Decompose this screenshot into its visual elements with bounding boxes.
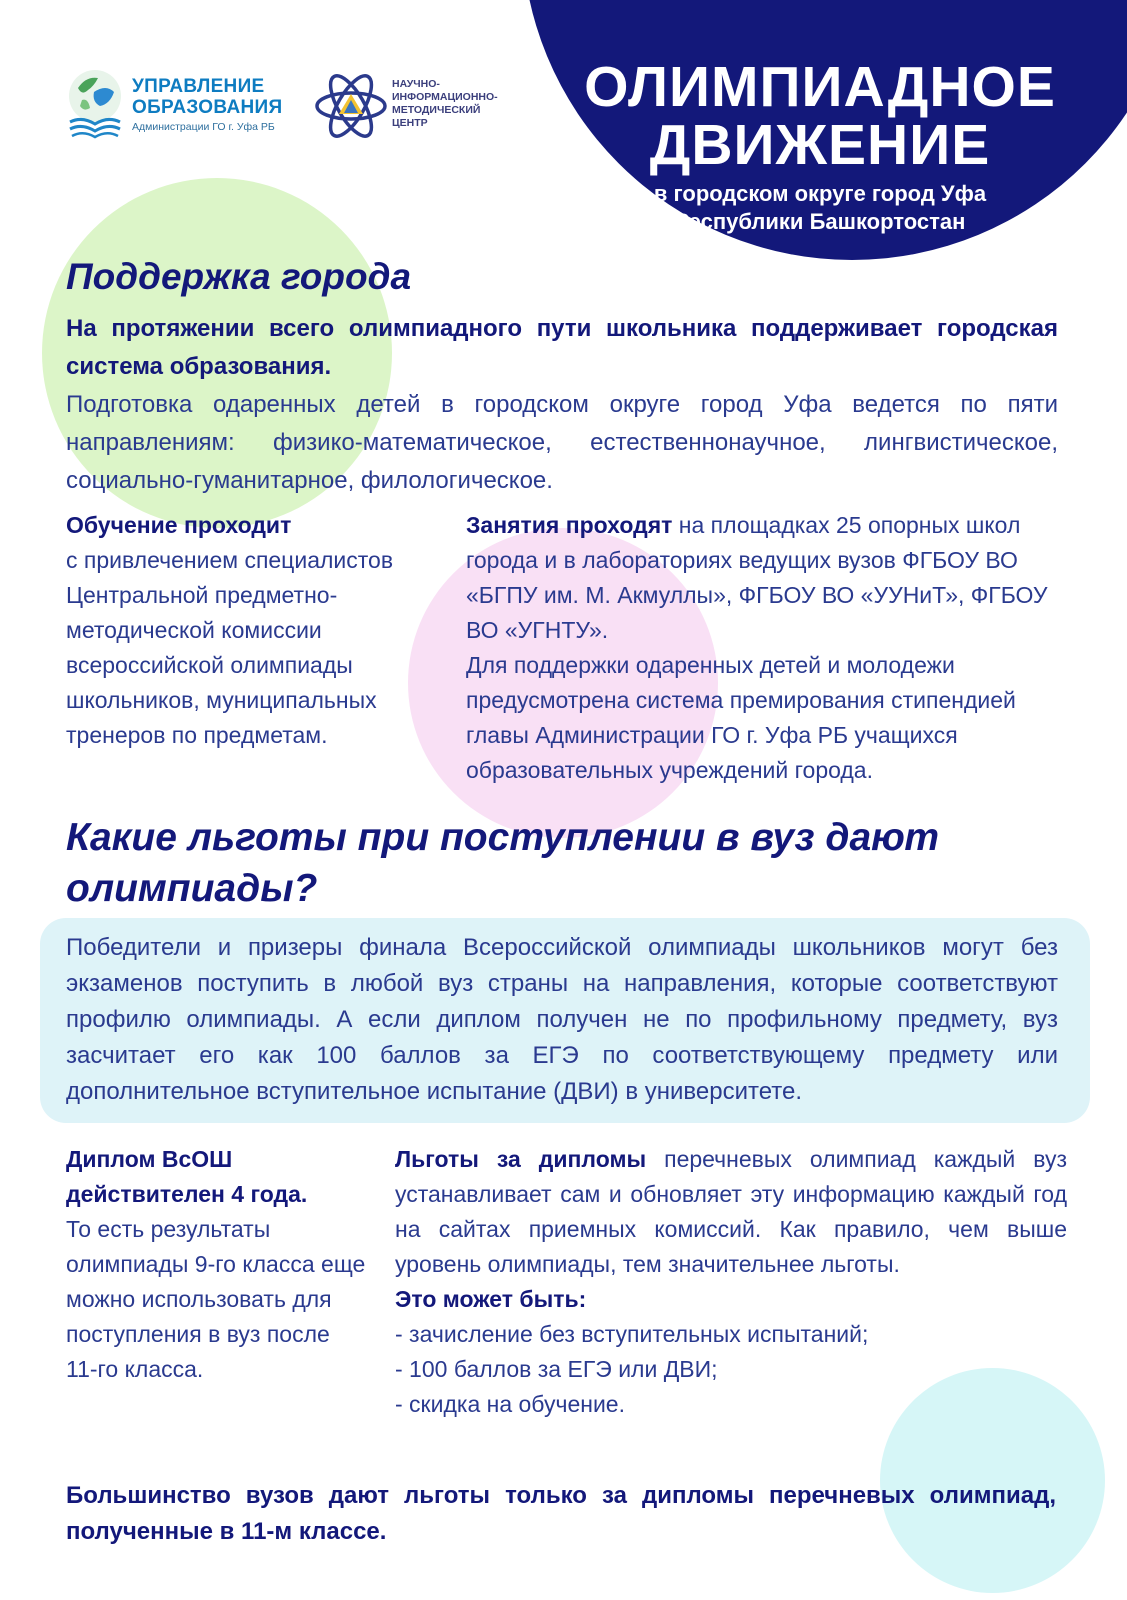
logo-subtitle: Администрации ГО г. Уфа РБ	[132, 121, 275, 133]
diploma-text: То есть результаты олимпиады 9-го класса еще можно использовать для поступления в вуз после 11-го класса.	[66, 1216, 366, 1382]
classes-title: Занятия проходят	[466, 512, 673, 538]
may-be-label: Это может быть:	[395, 1286, 587, 1312]
center-line-2: ИНФОРМАЦИОННО-	[392, 91, 498, 103]
support-heading: Поддержка города	[66, 256, 412, 297]
center-line-4: ЦЕНТР	[392, 117, 428, 129]
support-lead: На протяжении всего олимпиадного пути школьника поддерживает городская система образования.	[66, 315, 1058, 380]
methodical-center-logo	[312, 64, 522, 154]
classes-block	[466, 508, 1066, 788]
globe-book-icon	[64, 66, 126, 142]
diploma-title-line-2: действителен 4 года.	[66, 1181, 308, 1207]
page-title-line-1: ОЛИМПИАДНОЕ	[584, 55, 1056, 119]
benefits-list	[395, 1317, 1067, 1422]
info-panel-text: Победители и призеры финала Всероссийской олимпиады школьников могут без экзаменов поступить в любой вуз страны на направления, которые соответствуют профилю олимпиады. А если диплом получен не по профильному предмету, вуз засчитает его как 100 баллов за ЕГЭ по соответствующему предмету или дополнительное вступительное испытание (ДВИ) в университете.	[66, 934, 1058, 1105]
list-item: - 100 баллов за ЕГЭ или ДВИ;	[395, 1356, 718, 1382]
footer-note: Большинство вузов дают льготы только за дипломы перечневых олимпиад, полученные в 11-м классе.	[66, 1482, 1056, 1545]
benefits-heading: Какие льготы при поступлении в вуз дают олимпиады?	[66, 816, 940, 910]
page-subtitle-line-1: в городском округе город Уфа	[653, 181, 987, 206]
atom-icon	[312, 64, 390, 148]
list-benefits-title: Льготы за дипломы	[395, 1146, 647, 1172]
center-line-3: МЕТОДИЧЕСКИЙ	[392, 104, 481, 116]
center-line-1: НАУЧНО-	[392, 78, 440, 90]
page-title-line-2: ДВИЖЕНИЕ	[649, 113, 991, 177]
list-item: - скидка на обучение.	[395, 1391, 625, 1417]
training-block	[66, 508, 421, 753]
logo-line-2: ОБРАЗОВАНИЯ	[132, 97, 283, 118]
list-item: - зачисление без вступительных испытаний;	[395, 1321, 869, 1347]
scholarship-text: Для поддержки одаренных детей и молодежи предусмотрена система премирования стипендией главы Администрации ГО г. Уфа РБ учащихся образовательных учреждений города.	[466, 652, 1016, 783]
logo-line-1: УПРАВЛЕНИЕ	[132, 76, 265, 97]
diploma-title-line-1: Диплом ВсОШ	[66, 1146, 233, 1172]
list-benefits-block	[395, 1142, 1067, 1422]
support-body: Подготовка одаренных детей в городском округе город Уфа ведется по пяти направлениям: физико-математическое, естественнонаучное, лингвистическое, социально-гуманитарное, филологическое.	[66, 391, 1058, 494]
training-text: с привлечением специалистов Центральной предметно-методической комиссии всероссийской олимпиады школьников, муниципальных тренеров по предметам.	[66, 547, 394, 748]
page-subtitle-line-2: Республики Башкортостан	[674, 209, 966, 234]
classes-text: на площадках 25 опорных школ города и в лабораториях ведущих вузов ФГБОУ ВО «БГПУ им. М. Акмуллы», ФГБОУ ВО «УУНиТ», ФГБОУ ВО «УГНТУ».	[466, 512, 1048, 643]
list-benefits-text: перечневых олимпиад каждый вуз устанавливает сам и обновляет эту информацию каждый год на сайтах приемных комиссий. Как правило, чем выше уровень олимпиады, тем значительнее льготы.	[395, 1146, 1067, 1277]
training-title: Обучение проходит	[66, 512, 292, 538]
header-title-block	[555, 55, 1085, 236]
diploma-block	[66, 1142, 366, 1387]
education-department-logo	[64, 66, 304, 146]
